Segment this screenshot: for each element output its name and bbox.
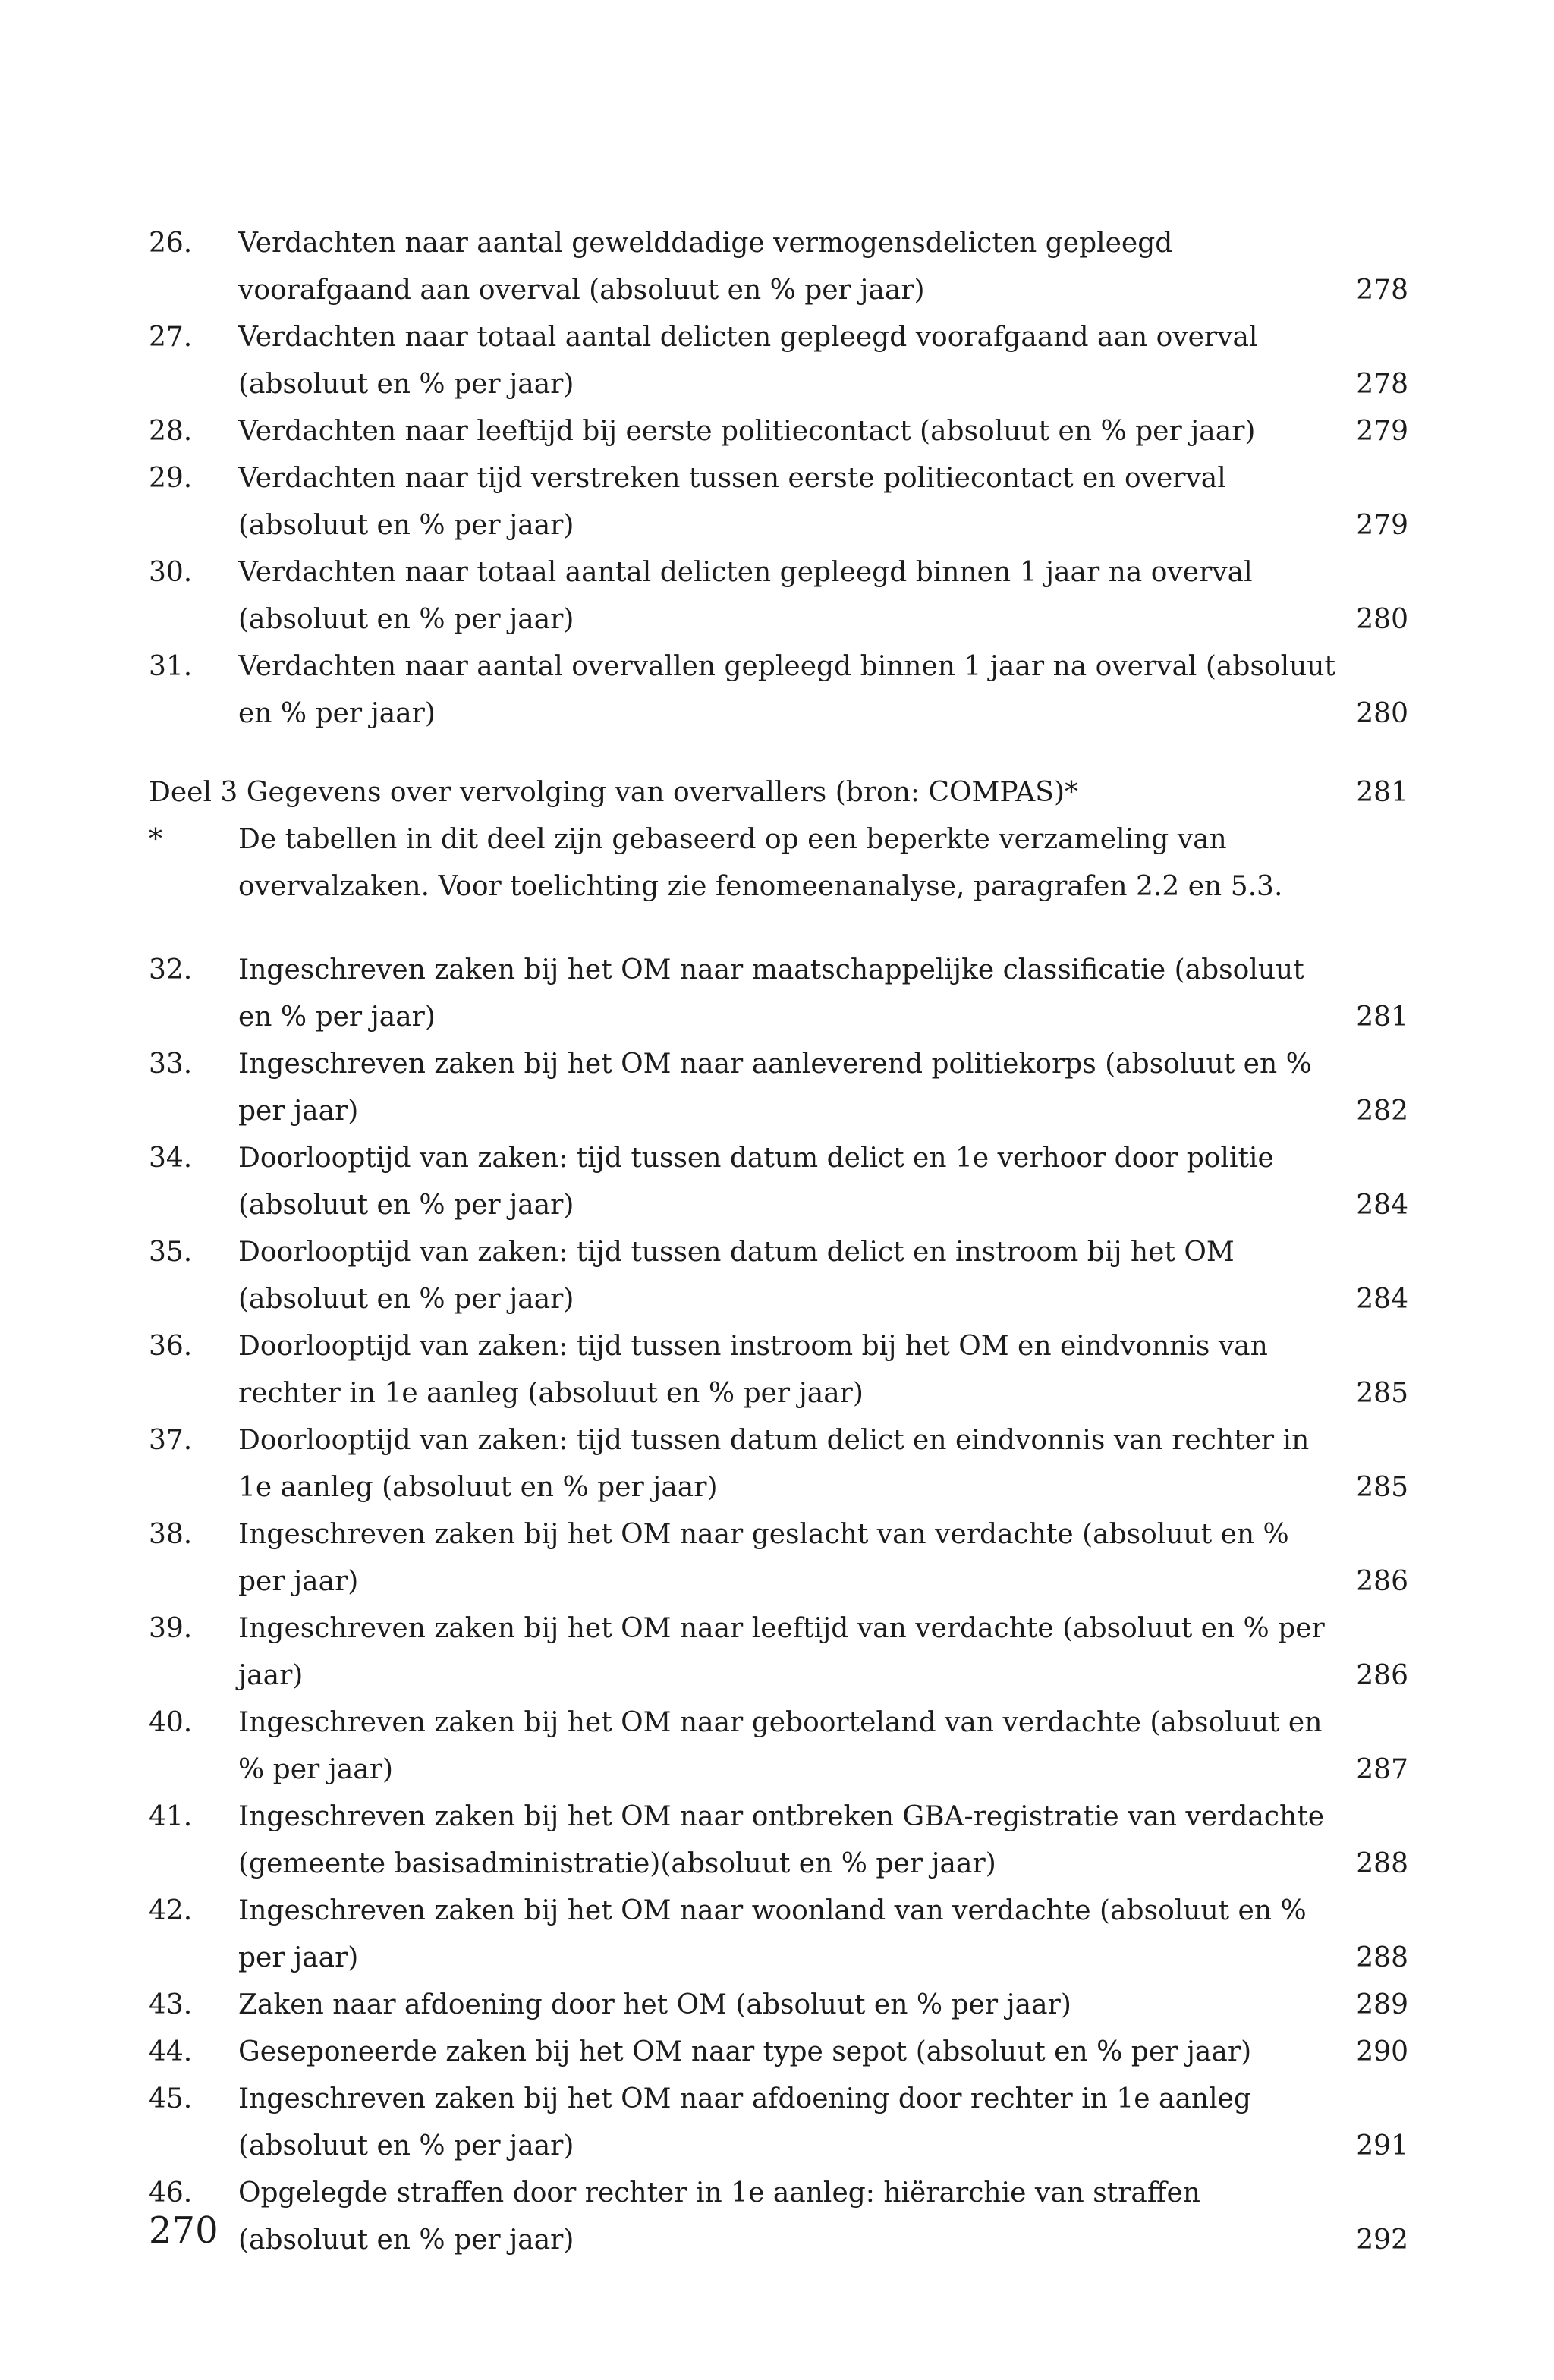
toc-entry: [149, 1794, 1408, 1888]
toc-entry-title: Doorlooptijd van zaken: tijd tussen datum delict en 1e verhoor door politie (absoluut en % per jaar): [238, 1143, 1274, 1221]
toc-entry-number: 37.: [149, 1425, 193, 1456]
toc-entry-page: 290: [1356, 2036, 1408, 2067]
toc-entry: [149, 1605, 1408, 1699]
toc-entry-title: Ingeschreven zaken bij het OM naar afdoening door rechter in 1e aanleg (absoluut en % per jaar): [238, 2083, 1251, 2161]
toc-entry: [149, 1135, 1408, 1229]
toc-entry-number: 26.: [149, 228, 193, 259]
toc-entry-page: 284: [1356, 1284, 1408, 1315]
toc-entry-title: Zaken naar afdoening door het OM (absoluut en % per jaar): [238, 1989, 1071, 2020]
toc-entry: [149, 2170, 1408, 2264]
toc-entry-page: 280: [1356, 604, 1408, 635]
toc-entry: [149, 1888, 1408, 1982]
toc-entry-number: 43.: [149, 1989, 193, 2020]
toc-entry-page: 281: [1356, 1001, 1408, 1033]
footnote-text: De tabellen in dit deel zijn gebaseerd op een beperkte verzameling van overvalzaken. Voor toelichting zie fenomeenanalyse, paragrafen 2.2 en 5.3.: [238, 824, 1283, 902]
toc-entry-number: 34.: [149, 1143, 193, 1174]
toc-entry-page: 285: [1356, 1472, 1408, 1503]
footnote-mark: *: [149, 824, 162, 855]
toc-entry-title: Ingeschreven zaken bij het OM naar geslacht van verdachte (absoluut en % per jaar): [238, 1519, 1289, 1597]
toc-entry-page: 279: [1356, 416, 1408, 447]
toc-entry-page: 284: [1356, 1190, 1408, 1221]
toc-entry-page: 285: [1356, 1378, 1408, 1409]
toc-entry-number: 45.: [149, 2083, 193, 2114]
toc-entry: [149, 220, 1408, 314]
toc-entry-number: 36.: [149, 1331, 193, 1362]
spacer: [149, 910, 1408, 947]
toc-entry-number: 41.: [149, 1801, 193, 1832]
toc-entry-page: 288: [1356, 1848, 1408, 1879]
toc-entry-page: 282: [1356, 1096, 1408, 1127]
toc-entry: [149, 1041, 1408, 1135]
toc-entry-page: 289: [1356, 1989, 1408, 2020]
toc-entry-title: Geseponeerde zaken bij het OM naar type sepot (absoluut en % per jaar): [238, 2036, 1252, 2067]
toc-entry-number: 42.: [149, 1895, 193, 1926]
spacer: [149, 737, 1408, 769]
toc-entry-number: 30.: [149, 557, 193, 588]
toc-entry: [149, 2029, 1408, 2076]
toc-entry-page: 278: [1356, 275, 1408, 306]
section-heading-deel-3: [149, 769, 1408, 816]
toc-entry-page: 287: [1356, 1754, 1408, 1785]
toc-entry-title: Ingeschreven zaken bij het OM naar geboorteland van verdachte (absoluut en % per jaar): [238, 1707, 1323, 1785]
toc-entry-page: 278: [1356, 369, 1408, 400]
toc-entry-title: Verdachten naar aantal gewelddadige vermogensdelicten gepleegd voorafgaand aan overval (absoluut en % per jaar): [238, 228, 1173, 306]
toc-entry-title: Verdachten naar tijd verstreken tussen eerste politiecontact en overval (absoluut en % per jaar): [238, 463, 1226, 541]
toc-entry: [149, 1511, 1408, 1605]
toc-entry: [149, 408, 1408, 455]
toc-entry-title: Ingeschreven zaken bij het OM naar aanleverend politiekorps (absoluut en % per jaar): [238, 1049, 1312, 1127]
toc-entry-title: Ingeschreven zaken bij het OM naar leeftijd van verdachte (absoluut en % per jaar): [238, 1613, 1325, 1691]
page-number: 270: [149, 2209, 219, 2252]
toc-entry: [149, 1417, 1408, 1511]
toc-entry: [149, 643, 1408, 737]
toc-entry-title: Verdachten naar leeftijd bij eerste politiecontact (absoluut en % per jaar): [238, 416, 1256, 447]
toc-entry-number: 27.: [149, 322, 193, 353]
toc-entry-title: Doorlooptijd van zaken: tijd tussen datum delict en instroom bij het OM (absoluut en % per jaar): [238, 1237, 1235, 1315]
toc-entry-title: Opgelegde straffen door rechter in 1e aanleg: hiërarchie van straffen (absoluut en % per jaar): [238, 2177, 1200, 2256]
toc-entry: [149, 1323, 1408, 1417]
toc-entry: [149, 1229, 1408, 1323]
toc-entry-title: Doorlooptijd van zaken: tijd tussen datum delict en eindvonnis van rechter in 1e aanleg (absoluut en % per jaar): [238, 1425, 1310, 1503]
toc-entry: [149, 2076, 1408, 2170]
toc-list-part-3: [149, 947, 1408, 2264]
toc-entry: [149, 455, 1408, 549]
toc-entry-title: Verdachten naar totaal aantal delicten gepleegd voorafgaand aan overval (absoluut en % per jaar): [238, 322, 1258, 400]
toc-entry-page: 280: [1356, 698, 1408, 729]
toc-entry-number: 33.: [149, 1049, 193, 1080]
toc-list-part-2: [149, 220, 1408, 737]
toc-entry: [149, 314, 1408, 408]
section-heading-text: Deel 3 Gegevens over vervolging van overvallers (bron: COMPAS)*: [149, 777, 1079, 808]
toc-entry-number: 40.: [149, 1707, 193, 1738]
toc-entry-number: 39.: [149, 1613, 193, 1644]
toc-entry: [149, 1982, 1408, 2029]
toc-entry-number: 28.: [149, 416, 193, 447]
toc-entry-title: Doorlooptijd van zaken: tijd tussen instroom bij het OM en eindvonnis van rechter in 1e aanleg (absoluut en % per jaar): [238, 1331, 1268, 1409]
toc-entry: [149, 947, 1408, 1041]
toc-entry-title: Verdachten naar aantal overvallen gepleegd binnen 1 jaar na overval (absoluut en % per jaar): [238, 651, 1335, 729]
toc-entry-title: Ingeschreven zaken bij het OM naar maatschappelijke classificatie (absoluut en % per jaar): [238, 954, 1304, 1033]
section-footnote: [149, 816, 1408, 910]
toc-entry-number: 38.: [149, 1519, 193, 1550]
toc-entry-page: 279: [1356, 510, 1408, 541]
toc-entry-title: Ingeschreven zaken bij het OM naar ontbreken GBA-registratie van verdachte (gemeente basisadministratie)(absoluut en % per jaar): [238, 1801, 1325, 1879]
toc-entry-number: 46.: [149, 2177, 193, 2209]
toc-entry-page: 288: [1356, 1942, 1408, 1973]
toc-entry-number: 32.: [149, 954, 193, 986]
toc-entry-title: Ingeschreven zaken bij het OM naar woonland van verdachte (absoluut en % per jaar): [238, 1895, 1307, 1973]
toc-entry-page: 292: [1356, 2224, 1408, 2256]
section-heading-page: 281: [1356, 777, 1408, 808]
toc-entry-number: 44.: [149, 2036, 193, 2067]
toc-entry: [149, 1699, 1408, 1794]
table-of-contents: [149, 220, 1408, 2264]
toc-entry-number: 29.: [149, 463, 193, 494]
toc-entry-page: 291: [1356, 2130, 1408, 2161]
toc-entry-number: 35.: [149, 1237, 193, 1268]
toc-entry-page: 286: [1356, 1566, 1408, 1597]
toc-entry: [149, 549, 1408, 643]
toc-entry-number: 31.: [149, 651, 193, 682]
toc-entry-page: 286: [1356, 1660, 1408, 1691]
toc-entry-title: Verdachten naar totaal aantal delicten gepleegd binnen 1 jaar na overval (absoluut en % per jaar): [238, 557, 1253, 635]
